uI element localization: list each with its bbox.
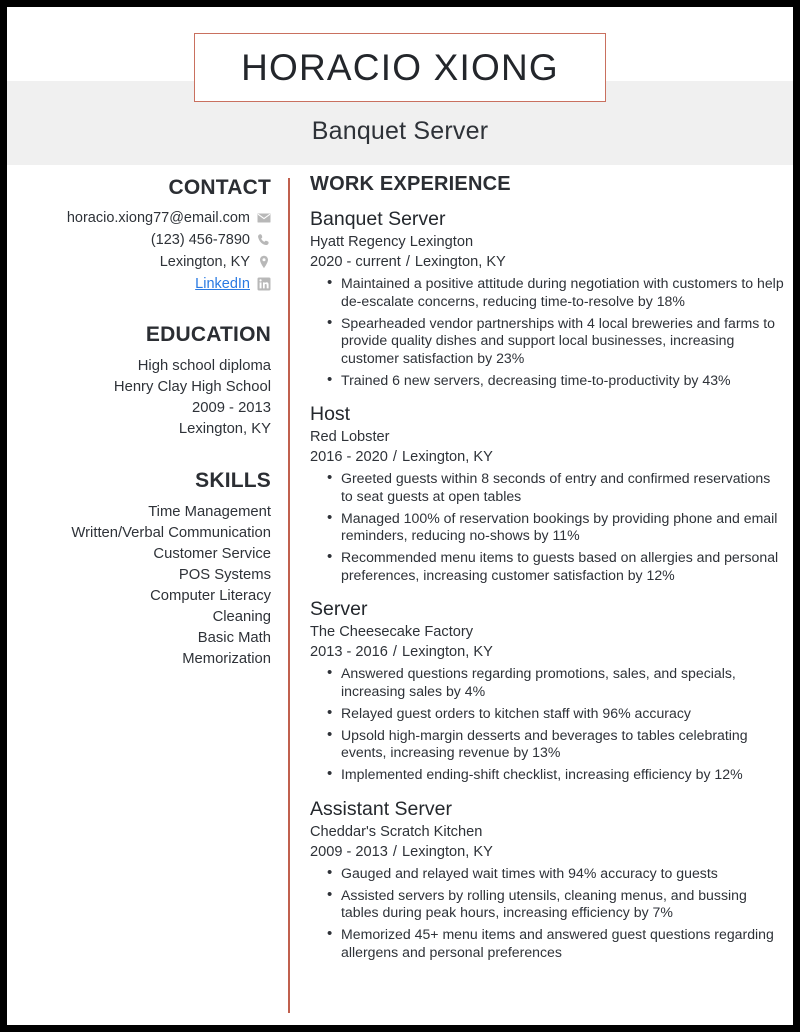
job-company: Red Lobster: [310, 429, 390, 445]
job-separator: /: [392, 843, 397, 860]
job-bullet: • Greeted guests within 8 seconds of entry and confirmed reservations to seat guests at open tables: [341, 470, 784, 505]
job-bullet: • Recommended menu items to guests based on allergies and personal preferences, increasing customer satisfaction by 12%: [341, 549, 784, 584]
job-location: Lexington, KY: [401, 843, 493, 860]
job-separator: /: [405, 254, 410, 270]
resume-header: [7, 7, 793, 163]
job-location: Lexington, KY: [401, 644, 493, 660]
job-location: Lexington, KY: [401, 449, 493, 465]
contact-heading: CONTACT: [168, 176, 271, 199]
job-location: Lexington, KY: [414, 254, 506, 270]
job-bullet-list: [310, 665, 784, 784]
job-company: The Cheesecake Factory: [310, 624, 474, 640]
job-bullet: • Trained 6 new servers, decreasing time-to-productivity by 43%: [341, 372, 784, 390]
job-meta: [310, 252, 784, 272]
skills-heading: SKILLS: [195, 469, 271, 492]
job-entry: [310, 402, 784, 584]
job-role: Assistant Server: [310, 797, 452, 820]
location-pin-icon: [257, 255, 271, 269]
skill-item: POS Systems: [178, 567, 271, 583]
contact-item-phone: [7, 231, 271, 249]
job-bullet-list: [310, 275, 784, 389]
education-school: Henry Clay High School: [113, 379, 271, 395]
job-dates: 2009 - 2013: [310, 843, 388, 860]
job-meta: [310, 642, 784, 662]
job-dates: 2016 - 2020: [310, 449, 388, 465]
phone-icon: [257, 233, 271, 247]
envelope-icon: [257, 211, 271, 225]
job-dates: 2013 - 2016: [310, 644, 388, 660]
job-bullet-list: [310, 470, 784, 584]
job-dates: 2020 - current: [310, 254, 401, 270]
job-separator: /: [392, 449, 397, 465]
resume-body: [7, 163, 793, 1025]
skill-item: Time Management: [148, 504, 271, 520]
job-meta: [310, 842, 784, 862]
job-separator: /: [392, 644, 397, 660]
sidebar: [7, 163, 271, 670]
job-entry: [310, 207, 784, 389]
job-entry: [310, 597, 784, 784]
job-company: Hyatt Regency Lexington: [310, 234, 474, 250]
job-bullet: • Assisted servers by rolling utensils, cleaning menus, and bussing tables during peak hours, increasing efficiency by 7%: [341, 887, 784, 922]
job-meta: [310, 447, 784, 467]
contact-item-linkedin[interactable]: [7, 275, 271, 293]
job-bullet: • Memorized 45+ menu items and answered guest questions regarding allergens and personal preferences: [341, 926, 784, 961]
skill-item: Basic Math: [197, 630, 271, 646]
contact-location-text: Lexington, KY: [159, 254, 250, 270]
skill-item: Memorization: [182, 651, 271, 667]
column-divider: [288, 178, 290, 1013]
contact-phone-text: (123) 456-7890: [150, 232, 250, 248]
work-experience-heading: WORK EXPERIENCE: [310, 173, 511, 195]
job-bullet-list: [310, 865, 784, 962]
job-bullet: • Answered questions regarding promotions, sales, and specials, increasing sales by 4%: [341, 665, 784, 700]
skill-item: Customer Service: [153, 546, 271, 562]
job-role: Host: [310, 403, 351, 425]
education-dates: 2009 - 2013: [192, 400, 271, 416]
education-location: Lexington, KY: [178, 421, 271, 437]
job-bullet: • Upsold high-margin desserts and beverages to tables celebrating events, increasing revenue by 13%: [341, 727, 784, 762]
resume-page: [7, 7, 793, 1025]
contact-email-text: horacio.xiong77@email.com: [66, 210, 250, 226]
candidate-job-title: Banquet Server: [311, 117, 489, 145]
job-bullet: • Maintained a positive attitude during negotiation with customers to help de-escalate concerns, reducing time-to-resolve by 18%: [341, 275, 784, 310]
job-bullet: • Managed 100% of reservation bookings by providing phone and email reminders, reducing no-shows by 11%: [341, 510, 784, 545]
linkedin-link[interactable]: LinkedIn: [195, 276, 250, 292]
skill-item: Cleaning: [212, 609, 271, 625]
candidate-name: HORACIO XIONG: [241, 46, 559, 88]
education-heading: EDUCATION: [145, 323, 271, 346]
skill-item: Computer Literacy: [150, 588, 271, 604]
contact-item-email: [7, 209, 271, 227]
contact-item-location: [7, 253, 271, 271]
name-box: [194, 33, 606, 102]
job-bullet: • Spearheaded vendor partnerships with 4 local breweries and farms to provide quality dishes and support local businesses, increasing customer satisfaction by 23%: [341, 315, 784, 368]
education-degree: High school diploma: [137, 358, 271, 374]
linkedin-icon[interactable]: [257, 277, 271, 291]
work-experience-section: [310, 163, 784, 974]
skill-item: Written/Verbal Communication: [71, 525, 271, 541]
job-company: Cheddar's Scratch Kitchen: [310, 823, 483, 840]
job-bullet: • Gauged and relayed wait times with 94% accuracy to guests: [341, 865, 784, 883]
job-bullet: • Relayed guest orders to kitchen staff with 96% accuracy: [341, 705, 784, 723]
job-bullet: • Implemented ending-shift checklist, increasing efficiency by 12%: [341, 766, 784, 784]
job-role: Server: [310, 598, 368, 620]
job-entry: [310, 797, 784, 962]
job-role: Banquet Server: [310, 208, 446, 230]
